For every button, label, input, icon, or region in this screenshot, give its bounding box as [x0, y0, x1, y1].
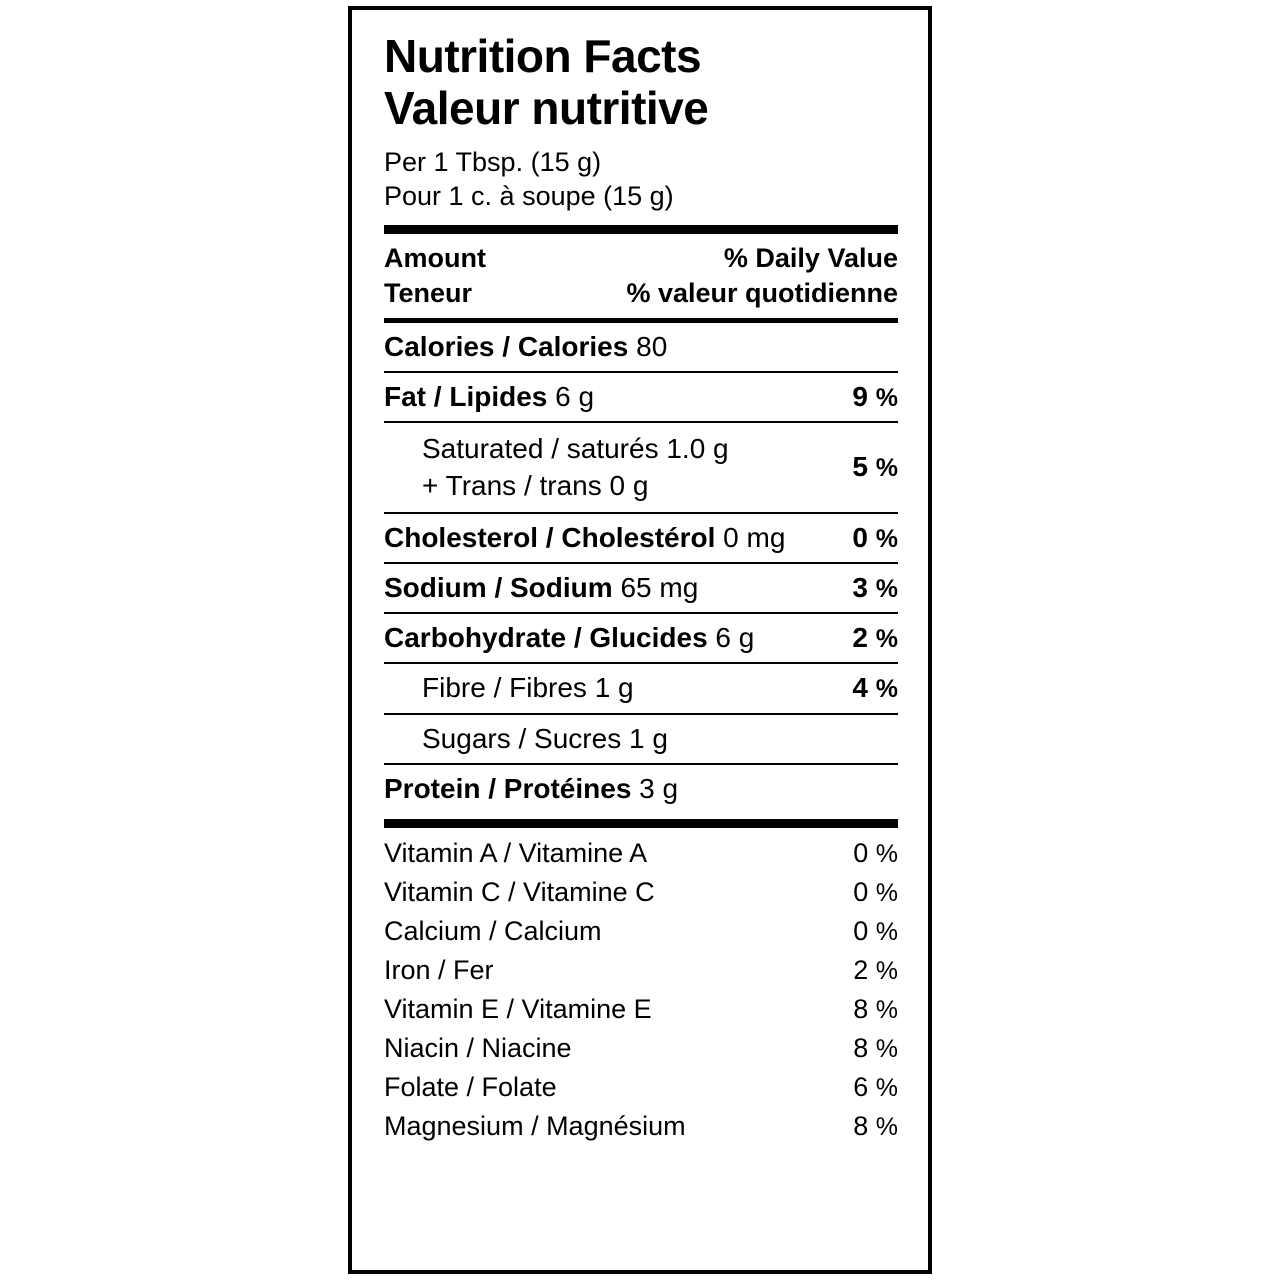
vitamin-name: Vitamin A / Vitamine A [384, 837, 648, 868]
serving-size-english: Per 1 Tbsp. (15 g) [384, 147, 602, 178]
nutrient-name-saturated-trans: Saturated / saturés 1.0 g + Trans / trans 0 g [422, 432, 729, 502]
nutrient-value-saturated-trans: 5 % [852, 451, 898, 483]
nutrient-row-fibre [384, 664, 898, 712]
vitamin-name: Magnesium / Magnésium [384, 1110, 686, 1141]
vitamin-name: Vitamin E / Vitamine E [384, 993, 652, 1024]
nutrient-value-cholesterol: 0 % [852, 521, 898, 553]
nutrient-row-protein [384, 765, 898, 813]
nutrient-value-fibre: 4 % [852, 672, 898, 704]
vitamin-value: 0 % [853, 876, 898, 907]
nutrient-name-cholesterol: Cholesterol / Cholestérol 0 mg [384, 521, 786, 553]
vitamin-value: 8 % [853, 1110, 898, 1141]
nutrient-value-fat: 9 % [852, 380, 898, 412]
nutrient-value-sodium: 3 % [852, 572, 898, 604]
nutrient-name-protein: Protein / Protéines 3 g [384, 772, 679, 804]
nutrient-row-sodium [384, 564, 898, 612]
nutrient-row-saturated-trans [384, 423, 898, 512]
nutrient-value-carbohydrate: 2 % [852, 622, 898, 654]
vitamin-name: Niacin / Niacine [384, 1032, 572, 1063]
vitamin-value: 8 % [853, 993, 898, 1024]
nutrient-name-sugars: Sugars / Sucres 1 g [422, 722, 668, 754]
vitamin-row [384, 1029, 898, 1068]
vitamin-name: Calcium / Calcium [384, 915, 602, 946]
nutrient-row-carbohydrate [384, 614, 898, 662]
vitamin-name: Vitamin C / Vitamine C [384, 876, 655, 907]
vitamin-row [384, 951, 898, 990]
vitamins-list [384, 834, 898, 1146]
vitamin-name: Folate / Folate [384, 1071, 557, 1102]
vitamin-row [384, 1068, 898, 1107]
nutrient-row-cholesterol [384, 514, 898, 562]
serving-size-french: Pour 1 c. à soupe (15 g) [384, 181, 674, 212]
vitamin-row [384, 834, 898, 873]
amount-label-english: Amount [384, 243, 486, 274]
daily-value-header [384, 234, 898, 317]
nutrient-name-sodium: Sodium / Sodium 65 mg [384, 572, 699, 604]
vitamin-row [384, 990, 898, 1029]
label-title-french: Valeur nutritive [384, 81, 709, 134]
vitamin-value: 6 % [853, 1071, 898, 1102]
nutrition-facts-panel [348, 6, 932, 1274]
daily-value-label-french: % valeur quotidienne [626, 278, 898, 309]
vitamin-value: 8 % [853, 1032, 898, 1063]
nutrient-name-fibre: Fibre / Fibres 1 g [422, 672, 634, 704]
nutrient-row-fat [384, 373, 898, 421]
divider-thick-vitamins [384, 819, 898, 828]
vitamin-row [384, 873, 898, 912]
vitamin-row [384, 912, 898, 951]
amount-label-french: Teneur [384, 278, 473, 309]
vitamin-value: 0 % [853, 915, 898, 946]
vitamin-row [384, 1107, 898, 1146]
vitamin-name: Iron / Fer [384, 954, 494, 985]
divider-thick-top [384, 225, 898, 234]
vitamin-value: 2 % [853, 954, 898, 985]
nutrient-row-calories [384, 323, 898, 371]
vitamin-value: 0 % [853, 837, 898, 868]
label-title-english: Nutrition Facts [384, 30, 702, 82]
nutrient-name-carbohydrate: Carbohydrate / Glucides 6 g [384, 622, 755, 654]
serving-size [384, 145, 898, 213]
nutrient-name-fat: Fat / Lipides 6 g [384, 380, 595, 412]
nutrient-row-sugars [384, 715, 898, 763]
daily-value-label-english: % Daily Value [723, 243, 898, 274]
nutrient-name-calories: Calories / Calories 80 [384, 330, 668, 362]
